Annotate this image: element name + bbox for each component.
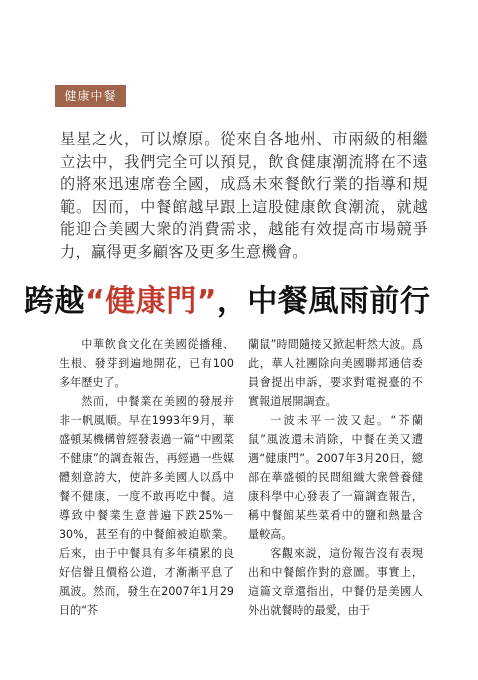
headline-after: ，中餐風雨前行 [216,284,431,319]
body-paragraph: 然而，中餐業在美國的發展并非一帆風順。早在1993年9月，華盛頓某機構曾經發表過一篇“中國菜不健康”的調查報告，再經過一些媒體刻意誇大，使許多美國人以爲中餐不健康，一度不敢再吃中餐。這導致中餐業生意普遍下跌25%－30%，甚至有的中餐館被迫歇業。后來，由于中餐具有多年積累的良好信譽且價格公道，才漸漸平息了風波。然而，發生在2007年1月29日的“芥 [59,395,234,617]
headline-before: 跨越 [24,284,85,319]
body-column-left [59,335,234,620]
headline-highlight: “健康門” [85,284,217,319]
body-paragraph: 一波未平一波又起。“芥蘭鼠”風波還未消除，中餐在美又遭遇“健康門”。2007年3月20日，總部在華盛頓的民間組織大衆營養健康科學中心發表了一篇調查報告，稱中餐館某些菜肴中的鹽和熱量含量較高。 [248,414,423,541]
article-headline [24,282,464,322]
body-paragraph: 客觀來説，這份報告沒有表現出和中餐館作對的意圖。事實上，這篇文章還指出，中餐仍是美國人外出就餐時的最愛，由于 [248,547,423,617]
intro-paragraph: 星星之火，可以燎原。從來自各地州、市兩級的相繼立法中，我們完全可以預見，飲食健康潮流將在不遠的將來迅速席卷全國，成爲未來餐飲行業的指導和規範。因而，中餐館越早跟上這股健康飲食潮流，就越能迎合美國大衆的消費需求，越能有效提高市場競爭力，贏得更多顧客及更多生意機會。 [60,130,428,261]
section-tag: 健康中餐 [55,85,126,107]
body-paragraph: 蘭鼠”時間隨接又掀起軒然大波。爲此，華人社團除向美國聯邦通信委員會提出申訴，要求對電視臺的不實報道展開調查。 [248,338,423,408]
body-column-right [248,335,423,620]
body-paragraph: 中華飲食文化在美國從播種、生根、發芽到遍地開花，已有100多年歷史了。 [59,338,234,389]
